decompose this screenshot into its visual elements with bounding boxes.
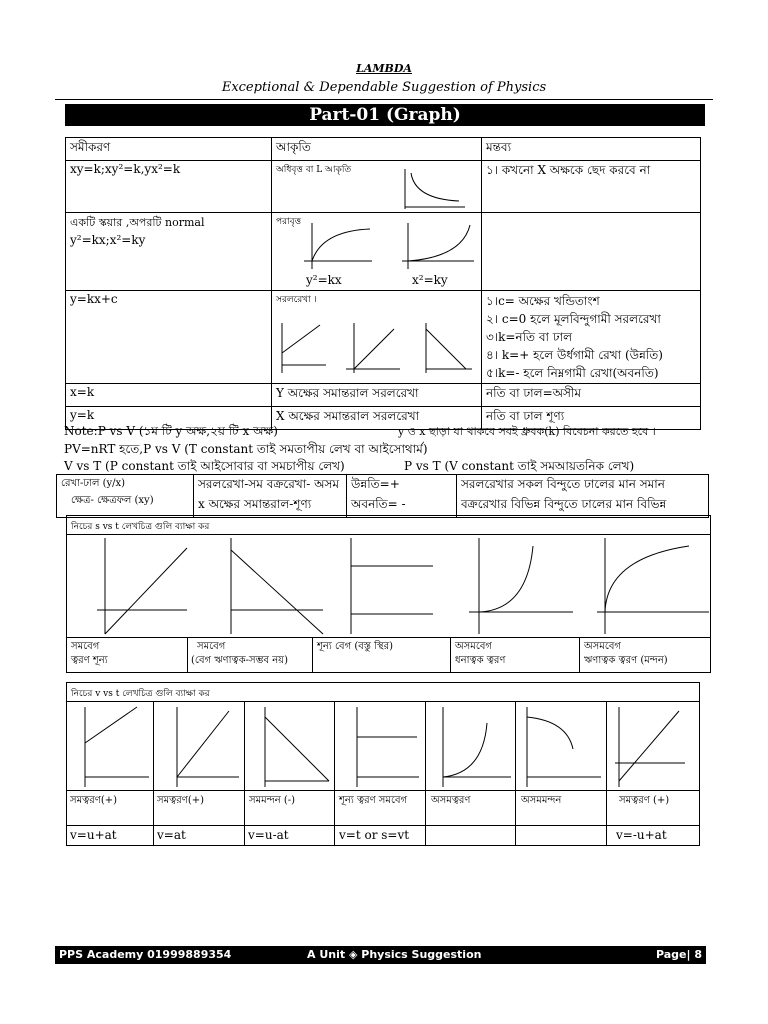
comment-line: ৫।k=- হলে নিম্নগামী রেখা(অবনতি) xyxy=(486,366,659,380)
cell-equation-line2: y²=kx;x²=ky xyxy=(70,233,146,247)
v-vs-t-equation: v=u-at xyxy=(248,828,289,842)
equation-table xyxy=(65,137,701,430)
comment-line: ১।c= অক্ষের খন্ডিতাংশ xyxy=(486,294,600,308)
v-vs-t-caption: সমত্বরণ(+) xyxy=(70,795,118,806)
s-vs-t-caption: অসমবেগ ধনাত্বক ত্বরণ xyxy=(455,641,506,666)
parallel-def: x অক্ষের সমান্তরাল-শূণ্য xyxy=(198,497,312,511)
cell-shape: সরলরেখা । xyxy=(276,295,317,305)
header-equation: সমীকরণ xyxy=(66,138,272,161)
v-vs-t-caption: সমত্বরণ (+) xyxy=(619,795,670,806)
v-vs-t-equation: v=t or s=vt xyxy=(339,828,410,842)
hyperbola-graph xyxy=(397,167,467,211)
cell-comment: নতি বা ঢাল শূণ্য xyxy=(482,407,701,430)
cell-shape: Y অক্ষের সমান্তরাল সরলরেখা xyxy=(272,384,482,407)
cell-equation-line1: একটি স্কয়ার ,অপরটি normal xyxy=(70,216,205,229)
cell-equation: xy=k;xy²=k,yx²=k xyxy=(66,161,272,213)
comment-line: ২। c=0 হলে মূলবিন্দুগামী সরলরেখা xyxy=(486,312,661,326)
footer-center: A Unit ◈ Physics Suggestion xyxy=(307,948,482,961)
page-footer xyxy=(55,946,706,964)
comment-line: ৩।k=নতি বা ঢাল xyxy=(486,330,573,344)
label-x2ky: x²=ky xyxy=(412,273,448,287)
table-row xyxy=(66,161,701,213)
curve-slope-def: বক্ররেখার বিভিন্ন বিন্দুতে ঢালের মান বিভিন্ন xyxy=(461,497,667,511)
v-vs-t-caption: শূন্য ত্বরণ সমবেগ xyxy=(339,795,408,806)
v-vs-t-equation: v=u+at xyxy=(70,828,117,842)
table-row xyxy=(66,291,701,384)
v-vs-t-caption: অসমত্বরণ xyxy=(431,795,471,806)
cell-shape: পরাবৃত্ত xyxy=(276,217,302,227)
footer-academy: PPS Academy 01999889354 xyxy=(59,948,232,961)
s-vs-t-caption: সমবেগ ত্বরণ শূন্য xyxy=(71,641,108,666)
note-line3-right: P vs T (V constant তাই সমআয়তনিক লেখ) xyxy=(404,459,635,473)
header-shape: আকৃতি xyxy=(272,138,482,161)
cell-equation: y=k xyxy=(66,407,272,430)
v-vs-t-caption: সমমন্দন (-) xyxy=(249,795,296,806)
header-comment: মন্তব্য xyxy=(482,138,701,161)
table-row xyxy=(66,213,701,291)
note-line1-right: y ও x ছাড়া যা থাকবে সবই ধ্রুবক(k) বিবেচনা করতে হবে । xyxy=(398,425,656,438)
footer-page-number: Page| 8 xyxy=(655,948,702,961)
s-vs-t-caption: অসমবেগ ঋণাত্বক ত্বরণ (মন্দন) xyxy=(584,641,668,666)
s-vs-t-caption: শূন্য বেগ (বস্তু স্থির) xyxy=(317,641,394,652)
straight-line-graphs xyxy=(276,319,476,377)
note-line1-left: Note:P vs V (১ম টি y অক্ষ,২য় টি x অক্ষ) xyxy=(64,424,278,438)
rise-def: উন্নতি=+ xyxy=(351,477,400,491)
table-header-row xyxy=(66,138,701,161)
v-vs-t-caption: সমত্বরণ(+) xyxy=(157,795,205,806)
cell-comment xyxy=(482,213,701,291)
slope-def: রেখা-ঢাল (y/x) xyxy=(61,478,126,489)
v-vs-t-section xyxy=(66,682,700,846)
table-row xyxy=(66,384,701,407)
fall-def: অবনতি= - xyxy=(351,497,406,511)
v-vs-t-equation: v=at xyxy=(157,828,186,842)
cell-equation: x=k xyxy=(66,384,272,407)
s-vs-t-section xyxy=(66,515,711,673)
label-y2kx: y²=kx xyxy=(306,273,342,287)
s-vs-t-title: নিচের s vs t লেখচিত্র গুলি ব্যাক্ষা কর xyxy=(71,522,210,532)
cell-comment: ১। কখনো X অক্ষকে ছেদ করবে না xyxy=(482,161,701,213)
cell-shape: অধিবৃত্ত বা L আকৃতি xyxy=(276,165,352,175)
line-curve-def: সরলরেখা-সম বক্ররেখা- অসম xyxy=(198,477,340,491)
note-line2: PV=nRT হতে,P vs V (T constant তাই সমতাপীয় লেখ বা আইসোথার্ম) xyxy=(64,442,428,456)
document-subtitle: Exceptional & Dependable Suggestion of Physics xyxy=(221,80,547,95)
v-vs-t-caption: অসমমন্দন xyxy=(521,795,562,806)
cell-shape: X অক্ষের সমান্তরাল সরলরেখা xyxy=(272,407,482,430)
v-vs-t-title: নিচের v vs t লেখচিত্র গুলি ব্যাক্ষা কর xyxy=(71,689,210,699)
cell-comment: নতি বা ঢাল=অসীম xyxy=(482,384,701,407)
brand-title: LAMBDA xyxy=(356,62,412,75)
straight-slope-def: সরলরেখার সকল বিন্দুতে ঢালের মান সমান xyxy=(461,477,665,491)
v-vs-t-graphs xyxy=(67,701,699,790)
v-vs-t-equation: v=-u+at xyxy=(616,828,667,842)
note-line3-left: V vs T (P constant তাই আইসোবার বা সমচাপীয় লেখ) xyxy=(64,459,345,473)
cell-equation: y=kx+c xyxy=(66,291,272,384)
s-vs-t-caption: সমবেগ (বেগ ঋণাত্বক-সম্ভব নয়) xyxy=(191,641,288,666)
part-title: Part-01 (Graph) xyxy=(65,104,705,126)
s-vs-t-graphs xyxy=(67,534,710,637)
area-def: ক্ষেত্র- ক্ষেত্রফল (xy) xyxy=(71,495,154,506)
header-rule xyxy=(55,99,713,100)
comment-line: ৪। k=+ হলে উর্ধগামী রেখা (উন্নতি) xyxy=(486,348,663,362)
slope-summary-table xyxy=(56,474,709,518)
